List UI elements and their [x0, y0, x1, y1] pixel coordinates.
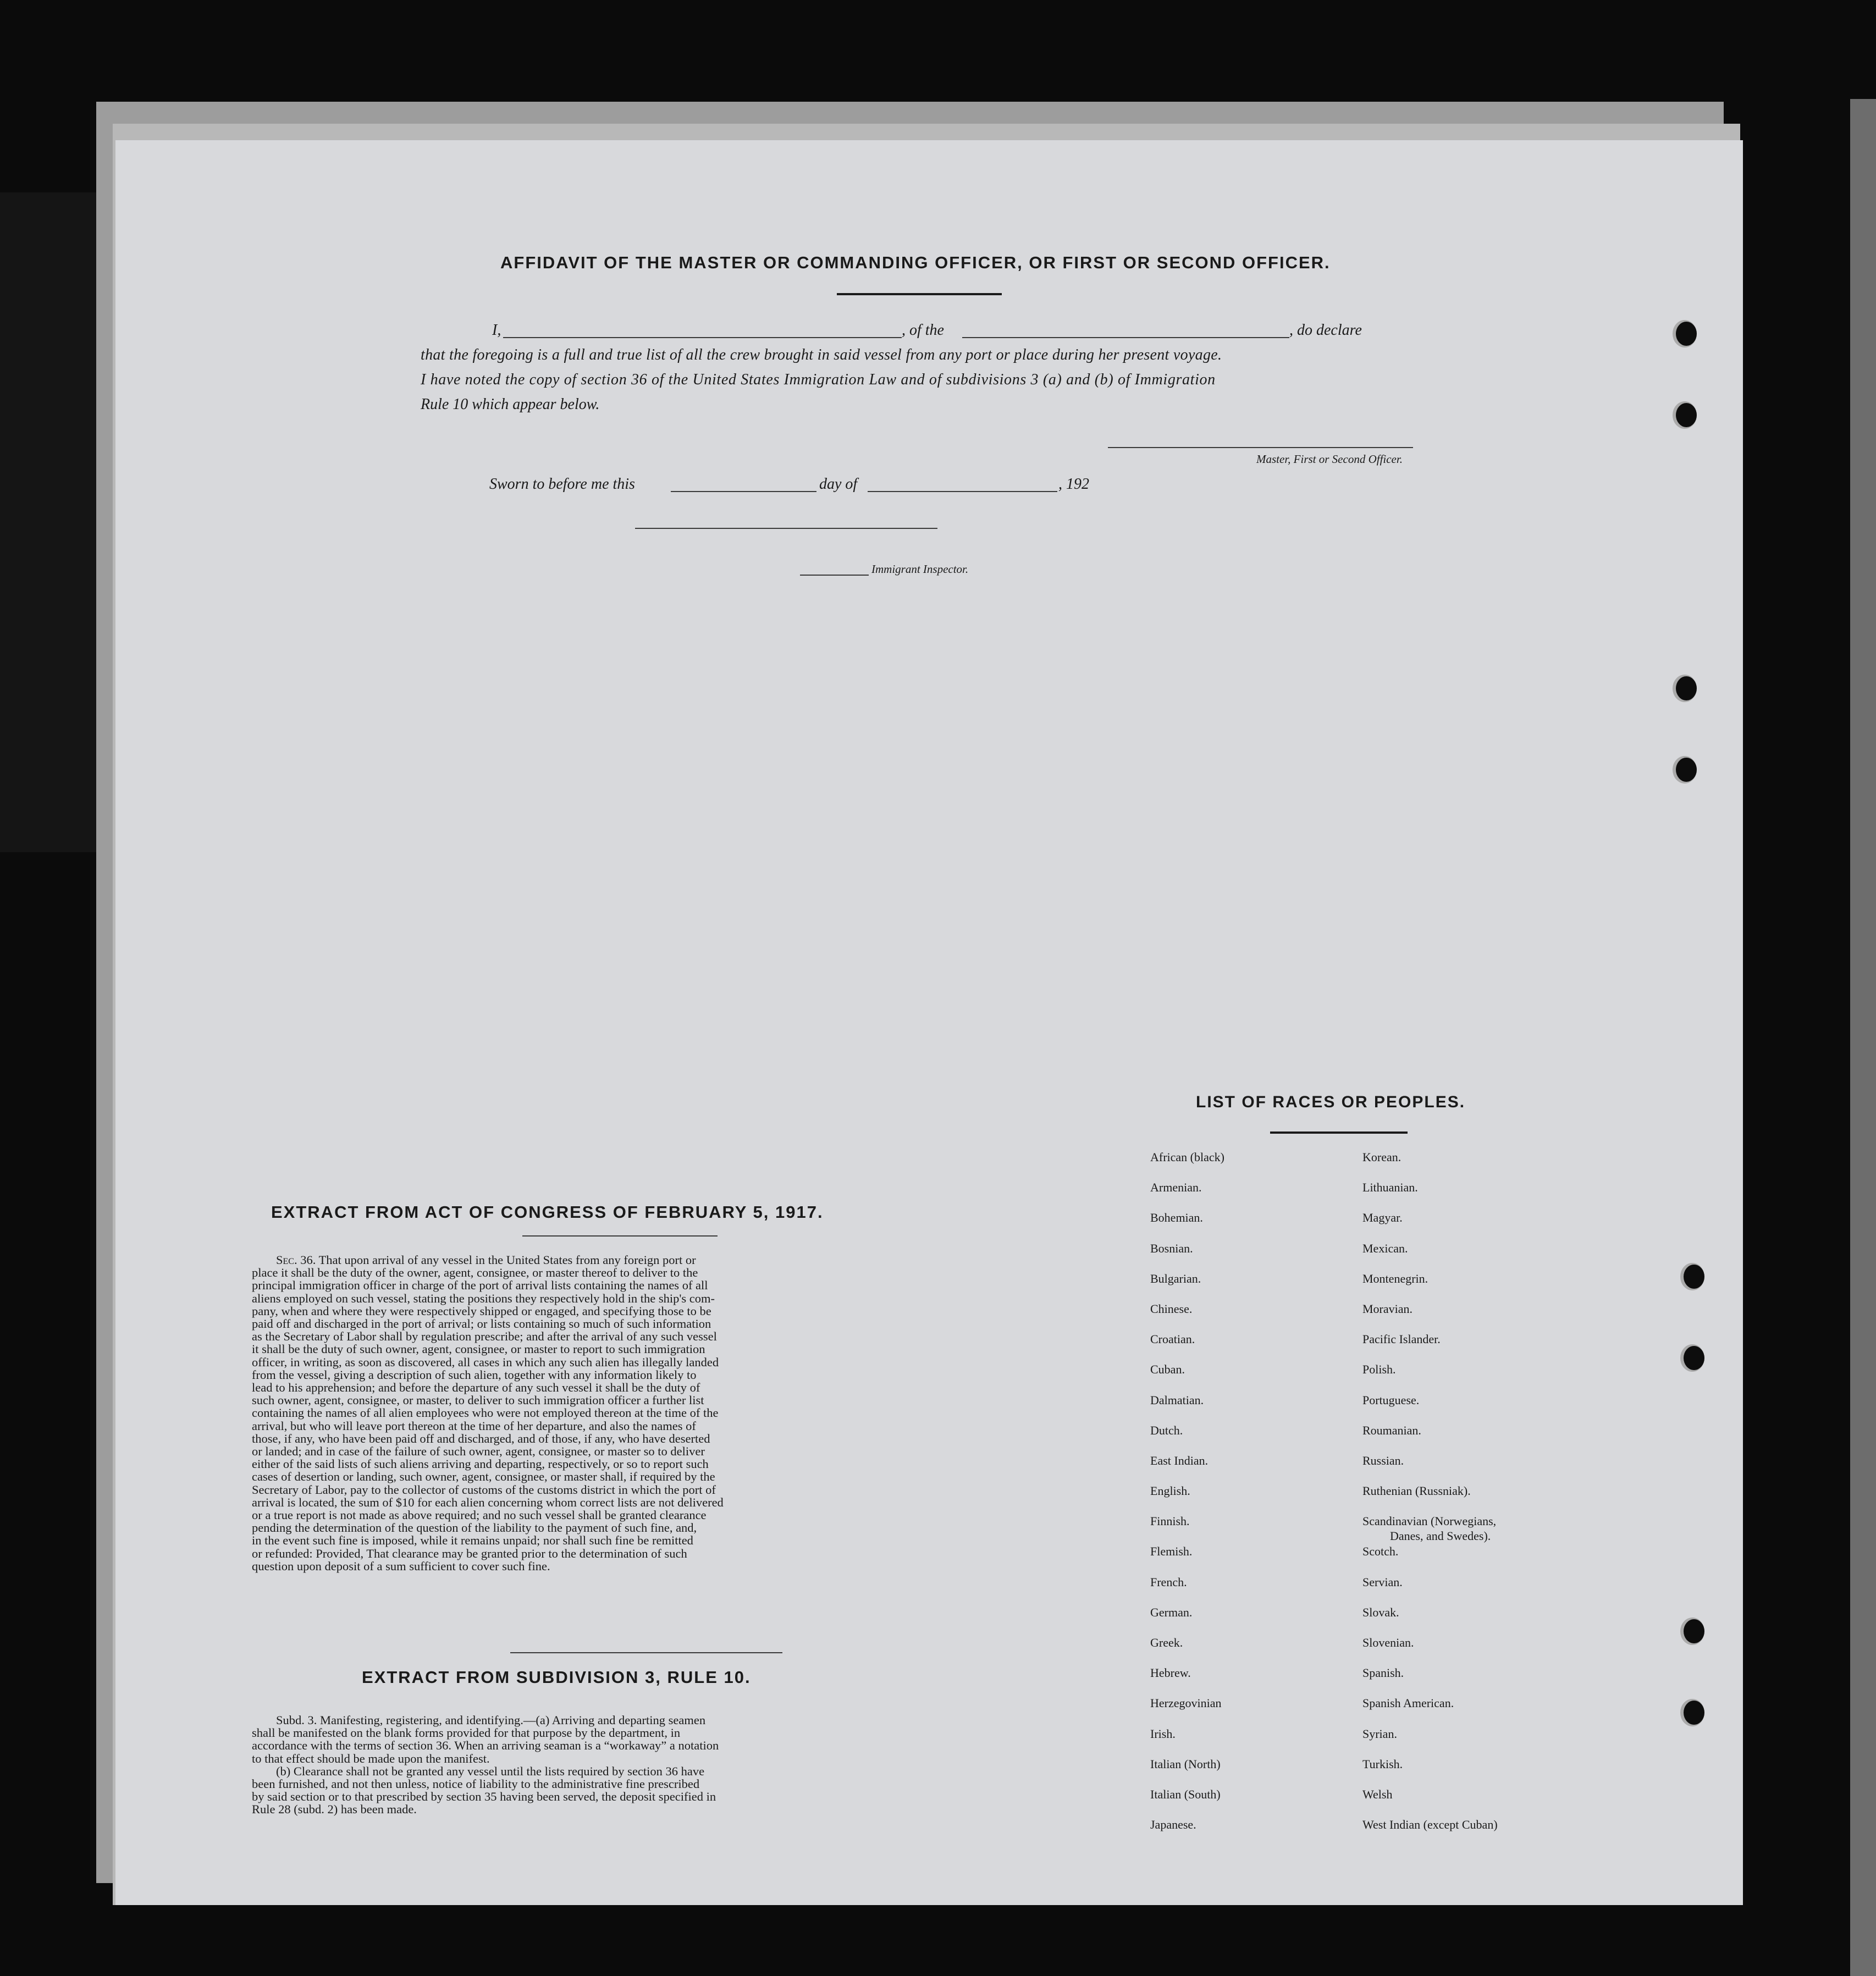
act-line-text: That upon arrival of any vessel in the United States from any foreign port or — [318, 1253, 696, 1267]
race-item: Spanish. — [1362, 1666, 1404, 1680]
race-item: Hebrew. — [1150, 1666, 1191, 1680]
affidavit-line-3: I have noted the copy of section 36 of the United States Immigration Law and of subdivisions 3 (a) and (b) of Immigration — [421, 371, 1216, 388]
act-line: officer, in writing, as soon as discovered, all cases in which any such alien has illegally landed — [252, 1355, 719, 1369]
signature-line — [1108, 447, 1413, 448]
race-item: Chinese. — [1150, 1301, 1193, 1316]
races-right-column — [1362, 1142, 1498, 1840]
race-item: Magyar. — [1362, 1211, 1403, 1225]
race-item: Greek. — [1150, 1636, 1183, 1649]
rule-line: shall be manifested on the blank forms provided for that purpose by the department, in — [252, 1726, 681, 1740]
race-item: Roumanian. — [1362, 1423, 1421, 1437]
rule-line: to that effect should be made upon the manifest. — [252, 1751, 490, 1765]
rule-line: Subd. 3. Manifesting, registering, and identifying.—(a) Arriving and departing seamen — [276, 1713, 706, 1727]
race-item: Korean. — [1362, 1150, 1402, 1164]
race-item: French. — [1150, 1575, 1187, 1589]
race-item: Moravian. — [1362, 1301, 1413, 1316]
sworn-text: Sworn to before me this — [489, 476, 635, 493]
rule-line: by said section or to that prescribed by section 35 having been served, the deposit specified in — [252, 1790, 716, 1804]
punch-hole — [1676, 758, 1697, 782]
race-item: Welsh — [1362, 1787, 1393, 1801]
race-item: Syrian. — [1362, 1726, 1397, 1741]
sworn-line — [489, 476, 1149, 498]
act-line: either of the said lists of such aliens arriving and departing, respectively, or so to report such — [252, 1457, 709, 1471]
race-item: African (black) — [1150, 1150, 1224, 1164]
race-item-continuation: Danes, and Swedes). — [1390, 1529, 1491, 1543]
race-item: Italian (North) — [1150, 1757, 1221, 1771]
race-item: Portuguese. — [1362, 1393, 1420, 1407]
month-blank — [868, 491, 1057, 492]
act-line: pany, when and where they were respectively shipped or engaged, and specifying those to be — [252, 1304, 711, 1318]
affidavit-line-2: that the foregoing is a full and true list of all the crew brought in said vessel from any port or place during her present voyage. — [421, 346, 1222, 363]
affidavit-line-4: Rule 10 which appear below. — [421, 396, 600, 413]
act-line: aliens employed on such vessel, stating the positions they respectively hold in the ship's com- — [252, 1291, 715, 1305]
punch-hole — [1684, 1265, 1704, 1289]
affidavit-i: I, — [492, 322, 501, 339]
name-blank — [503, 337, 902, 338]
act-line: it shall be the duty of such owner, agent, consignee, or master to report to such immigration — [252, 1342, 705, 1356]
races-left-column — [1150, 1142, 1224, 1840]
race-item: West Indian (except Cuban) — [1362, 1818, 1498, 1832]
race-item: Bosnian. — [1150, 1241, 1193, 1255]
vessel-blank — [962, 337, 1289, 338]
race-item: Armenian. — [1150, 1180, 1202, 1195]
act-line: as the Secretary of Labor shall by regulation prescribe; and after the arrival of any such vessel — [252, 1329, 717, 1344]
race-item: English. — [1150, 1484, 1190, 1498]
section-divider — [510, 1652, 782, 1653]
inspector-caption: Immigrant Inspector. — [871, 562, 969, 576]
act-line: containing the names of all alien employees who were not employed thereon at the time of the — [252, 1406, 719, 1420]
race-item: Montenegrin. — [1362, 1271, 1428, 1285]
rule-line: Rule 28 (subd. 2) has been made. — [252, 1802, 417, 1817]
race-item: Polish. — [1362, 1362, 1396, 1377]
act-line: or refunded: Provided, That clearance may be granted prior to the determination of such — [252, 1546, 687, 1560]
act-line — [252, 1254, 983, 1266]
race-item: German. — [1150, 1605, 1193, 1619]
race-item: Flemish. — [1150, 1544, 1193, 1559]
race-item: Mexican. — [1362, 1241, 1408, 1255]
race-item: Croatian. — [1150, 1332, 1195, 1346]
punch-hole — [1684, 1346, 1704, 1370]
year-text: , 192 — [1058, 476, 1089, 493]
race-item: Bohemian. — [1150, 1211, 1203, 1225]
race-item: Cuban. — [1150, 1362, 1185, 1377]
punch-hole — [1676, 403, 1697, 427]
act-line: principal immigration officer in charge of the port of arrival lists containing the names of all — [252, 1278, 708, 1293]
act-line: place it shall be the duty of the owner, agent, consignee, or master thereof to deliver to the — [252, 1266, 698, 1280]
act-line: arrival, but who will leave port thereon at the time of her departure, and also the names of — [252, 1418, 696, 1433]
act-line: lead to his apprehension; and before the departure of any such vessel it shall be the duty of — [252, 1381, 700, 1395]
races-title-rule — [1270, 1131, 1408, 1134]
act-line: from the vessel, giving a description of such alien, together with any information likely to — [252, 1367, 697, 1382]
day-blank — [671, 491, 816, 492]
affidavit-declare: , do declare — [1289, 322, 1362, 339]
document-page — [115, 140, 1743, 1905]
race-item: Finnish. — [1150, 1514, 1190, 1528]
race-item: Irish. — [1150, 1726, 1176, 1741]
race-item: Japanese. — [1150, 1818, 1196, 1832]
act-title: EXTRACT FROM ACT OF CONGRESS OF FEBRUARY 5, 1917. — [271, 1202, 824, 1222]
affidavit-title: AFFIDAVIT OF THE MASTER OR COMMANDING OFFICER, OR FIRST OR SECOND OFFICER. — [500, 253, 1331, 272]
race-item: Bulgarian. — [1150, 1271, 1201, 1285]
signature-caption: Master, First or Second Officer. — [1256, 452, 1403, 466]
race-item: East Indian. — [1150, 1453, 1209, 1467]
adjacent-page-edge — [1850, 99, 1876, 1976]
race-item: Dutch. — [1150, 1423, 1183, 1437]
rule-title: EXTRACT FROM SUBDIVISION 3, RULE 10. — [362, 1668, 751, 1687]
act-line: paid off and discharged in the port of arrival; or lists containing so much of such information — [252, 1317, 711, 1331]
rule-line: (b) Clearance shall not be granted any vessel until the lists required by section 36 have — [276, 1764, 705, 1778]
affidavit-of-the: , of the — [902, 322, 944, 339]
race-item: Lithuanian. — [1362, 1180, 1418, 1195]
race-item: Slovenian. — [1362, 1636, 1414, 1649]
act-line: cases of desertion or landing, such owner, agent, consignee, or master shall, if required by the — [252, 1470, 715, 1484]
rule-line: accordance with the terms of section 36. When an arriving seaman is a “workaway” a notation — [252, 1738, 719, 1753]
race-item: Scotch. — [1362, 1544, 1399, 1559]
race-item: Ruthenian (Russniak). — [1362, 1484, 1471, 1498]
race-item: Servian. — [1362, 1575, 1403, 1589]
races-title: LIST OF RACES OR PEOPLES. — [1196, 1093, 1466, 1111]
act-line: those, if any, who have been paid off and discharged, and of those, if any, who have deserted — [252, 1431, 710, 1445]
race-item: Russian. — [1362, 1453, 1404, 1467]
act-line: arrival is located, the sum of $10 for each alien concerning whom correct lists are not delivered — [252, 1495, 724, 1509]
act-line: Secretary of Labor, pay to the collector of customs of the customs district in which the port of — [252, 1482, 716, 1497]
race-item: Herzegovinian — [1150, 1696, 1222, 1710]
race-item: Pacific Islander. — [1362, 1332, 1441, 1346]
act-title-rule — [522, 1235, 718, 1237]
race-item: Italian (South) — [1150, 1787, 1221, 1801]
act-line: question upon deposit of a sum sufficient to cover such fine. — [252, 1559, 550, 1573]
act-line: or a true report is not made as above required; and no such vessel shall be granted clearance — [252, 1508, 707, 1522]
inspector-short-line — [800, 575, 869, 576]
act-line: pending the determination of the question of the liability to the payment of such fine, and, — [252, 1521, 697, 1535]
rule-line: been furnished, and not then unless, notice of liability to the administrative fine prescribed — [252, 1777, 700, 1791]
race-item: Dalmatian. — [1150, 1393, 1204, 1407]
race-item: Turkish. — [1362, 1757, 1403, 1771]
affidavit-title-rule — [837, 293, 1002, 295]
act-line: such owner, agent, consignee, or master, to deliver to such immigration officer a further list — [252, 1393, 704, 1408]
affidavit-line-1 — [492, 322, 1548, 344]
day-of-text: day of — [819, 476, 858, 493]
inspector-signature-line — [635, 528, 937, 529]
punch-hole — [1684, 1619, 1704, 1643]
act-text — [252, 1254, 983, 1572]
punch-hole — [1684, 1701, 1704, 1725]
sec-label: Sec. 36. — [276, 1253, 316, 1267]
race-item — [1362, 1506, 1498, 1543]
act-line: in the event such fine is imposed, while it remains unpaid; nor shall such fine be remitted — [252, 1533, 693, 1548]
race-item-text: Scandinavian (Norwegians, — [1362, 1514, 1497, 1528]
punch-hole — [1676, 322, 1697, 346]
act-line: or landed; and in case of the failure of such owner, agent, consignee, or master so to deliver — [252, 1444, 705, 1459]
rule-text — [252, 1714, 983, 1816]
punch-hole — [1676, 676, 1697, 700]
race-item: Slovak. — [1362, 1605, 1399, 1619]
race-item: Spanish American. — [1362, 1696, 1454, 1710]
